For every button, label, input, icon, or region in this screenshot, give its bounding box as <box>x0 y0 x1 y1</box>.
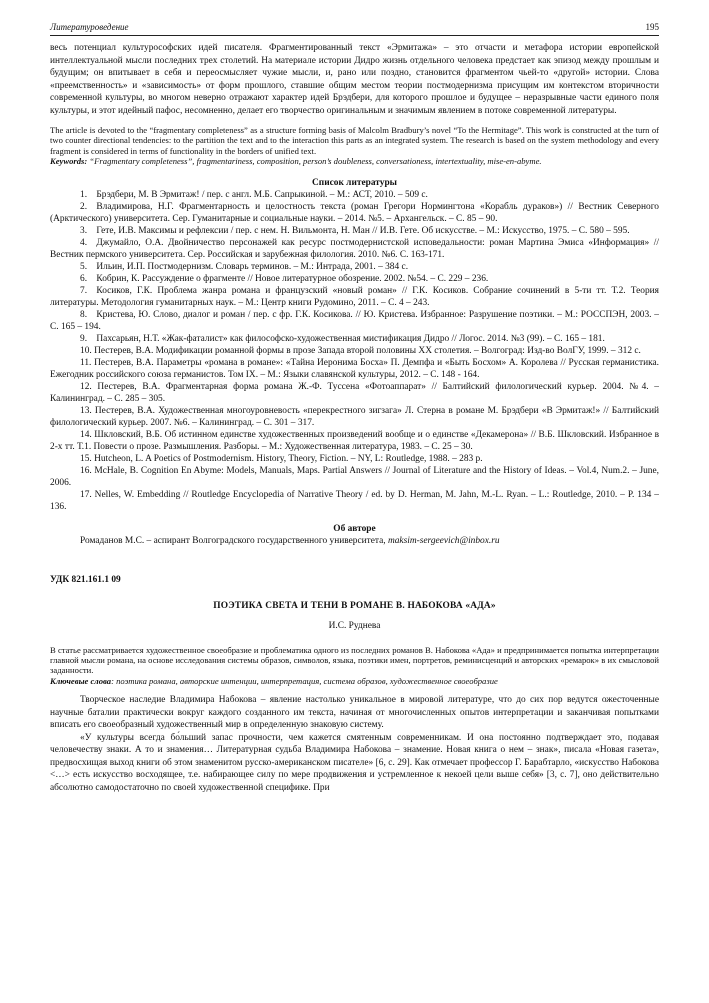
reference-item: 17. Nelles, W. Embedding // Routledge Encyclopedia of Narrative Theory / ed. by D. Herman, M. Jahn, M.-L. Ryan. – L.: Routledge, 2010. – P. 134 – 136. <box>50 489 659 512</box>
intro-paragraph: весь потенциал культурософских идей писателя. Фрагментированный текст «Эрмитажа» – это отчасти и метафора истории европейской интеллектуальной мысли последних трех столетий. На материале истории Дидро жизнь отдельного человека предстает как эпизод между прошлым и будущим; он впитывает в себя и переосмысляет чужие мысли, и, рано или поздно, становится фрагментом чьей-то «другой» истории. Слова «преемственность» и «зависимость» от форм прошлого, ставшие общим местом теории постмодернизма присущим им контекстом вторичности современной культуры, во многом неверно отражают характер идей Брэдбери, для которого прошлое и будущее – неразрывные части единого поля культуры, и этот идейный пафос, несомненно, делает его творчество оригинальным и значимым явлением в потоке современной литературы. <box>50 43 659 116</box>
article-author: И.С. Руднева <box>328 620 381 631</box>
udk-code: УДК 821.161.1 09 <box>50 574 121 585</box>
author-email: maksim-sergeevich@inbox.ru <box>387 535 500 546</box>
body-paragraph: Творческое наследие Владимира Набокова – явление настолько уникальное в мировой литературе, что до сих пор ведутся ожесточенные научные баталии практически вокруг каждого созданного им текста, начиная от многочисленных опытов интерпретации и заканчивая попытками вписать его своеобразный художественный мир в определенную знаковую систему. <box>50 695 659 731</box>
reference-item: 2. Владимирова, Н.Г. Фрагментарность и целостность текста (роман Грегори Нормингтона «Корабль дураков») // Вестник Северного (Арктического) университета. Сер. Гуманитарные и социальные науки. – 2014. №5. – Архангельск. – С. 85 – 90. <box>50 201 659 224</box>
page-number: 195 <box>645 22 659 32</box>
reference-item: 3. Гете, И.В. Максимы и рефлексии / пер. с нем. Н. Вильмонта, Н. Ман // И.В. Гете. Об искусстве. – М.: Искусство, 1975. – С. 580 – 595. <box>80 225 630 236</box>
body-paragraph: «У культуры всегда бо́льший запас прочности, чем кажется смятенным современникам. И она постоянно подтверждает это, подавая человечеству знаки. А то и знамения… Литературная судьба Владимира Набокова – знамение. Новая книга о нем – знак», писала «Новая газета», предвосхищая выход книги об этом знаменитом русско-американском писателе» [6, с. 29]. Как отмечает профессор Г. Барабтарло, «искусство Набокова <…> есть искусство восходящее, т.е. набирающее силу по мере продвижения и устремленное к некоей цели выше себя» [3, с. 7], оно действительно абсолютно самодостаточно по своей художественной специфике. При <box>50 732 659 793</box>
reference-item: 9. Пахсарьян, Н.Т. «Жак-фаталист» как философско-художественная мистификация Дидро // Логос. 2014. №3 (99). – С. 165 – 181. <box>80 333 605 344</box>
article-keywords-text: : поэтика романа, авторские интенции, интерпретация, система образов, художественное своеобразие <box>111 675 498 686</box>
reference-item: 13. Пестерев, В.А. Художественная многоуровневость «перекрестного зигзага» Л. Стерна в романе М. Брэдбери «В Эрмитаж!» // Балтийский филологический курьер. 2007. №6. – Калининград. – С. 301 – 317. <box>50 405 659 428</box>
document-page <box>50 22 659 794</box>
keywords-text: “Fragmentary completeness”, fragmentariness, composition, person’s doubleness, conversationess, intertextuality, mise-en-abyme. <box>87 156 542 167</box>
reference-item: 7. Косиков, Г.К. Проблема жанра романа и французский «новый роман» // Г.К. Косиков. Собрание сочинений в 5-ти тт. Т.2. Теория литературы. Методология гуманитарных наук. – М.: Центр книги Рудомино, 2011. – С. 4 – 243. <box>50 285 659 308</box>
english-keywords <box>50 156 659 166</box>
about-text: Ромаданов М.С. – аспирант Волгоградского государственного университета, <box>80 535 388 546</box>
about-author <box>50 535 659 547</box>
reference-item: 14. Шкловский, В.Б. Об истинном единстве художественных произведений вообще и о единстве «Декамерона» // В.Б. Шкловский. Избранное в 2-х тт. Т.1. Повести о прозе. Размышления. Разборы. – М.: Художественная литература, 1983. – С. 25 – 30. <box>50 429 659 452</box>
reference-item: 5. Ильин, И.П. Постмодернизм. Словарь терминов. – М.: Интрада, 2001. – 384 с. <box>80 261 409 272</box>
article-title: ПОЭТИКА СВЕТА И ТЕНИ В РОМАНЕ В. НАБОКОВА «АДА» <box>213 600 496 611</box>
references-heading: Список литературы <box>312 177 397 188</box>
reference-item: 15. Hutcheon, L. A Poetics of Postmodernism. History, Theory, Fiction. – NY, L: Routledge, 1988. – 283 p. <box>80 453 483 464</box>
article-abstract: В статье рассматривается художественное своеобразие и проблематика одного из последних романов В. Набокова «Ада» и предпринимается попытка интерпретации главной мысли романа, на основе исследования системы образов, символов, языка, поэтики имен, портретов, реминисценций и авторских «ремарок» в их смысловой заданности. <box>50 644 659 676</box>
reference-item: 11. Пестерев, В.А. Параметры «романа в романе»: «Тайна Иеронима Босха» П. Демпфа и «Быть Босхом» А. Королева // Русская германистика. Ежегодник российского союза германистов. Том IX. – М.: Языки славянской культуры, 2012. – С. 148 - 164. <box>50 357 659 380</box>
reference-item: 8. Кристева, Ю. Слово, диалог и роман / пер. с фр. Г.К. Косикова. // Ю. Кристева. Избранное: Разрушение поэтики. – М.: РОССПЭН, 2003. – С. 165 – 194. <box>50 309 659 332</box>
reference-item: 1. Брэдбери, М. В Эрмитаж! / пер. с англ. М.Б. Сапрыкиной. – М.: АСТ, 2010. – 509 с. <box>80 189 428 200</box>
references-list <box>50 189 659 513</box>
english-abstract: The article is devoted to the “fragmentary completeness” as a structure forming basis of Malcolm Bradbury’s novel “To the Hermitage”. This work is constructed at the turn of two counter directional tendencies: to the partition the text and to the interaction this parts as an integrated system. The research is based on the system methodology and every fragment is considered in terms of functionality in the borders of unified text. <box>50 125 659 156</box>
section-title: Литературоведение <box>50 22 129 32</box>
reference-item: 4. Джумайло, О.А. Двойничество персонажей как ресурс постмодернистской исповедальности: роман Мартина Эмиса «Информация» // Вестник пермского университета. Сер. Российская и зарубежная филология. 2010. №6. С. 163-171. <box>50 237 659 260</box>
keywords-label: Keywords: <box>50 156 88 167</box>
running-header <box>50 22 659 33</box>
article-keywords <box>50 676 659 686</box>
reference-item: 16. McHale, B. Cognition En Abyme: Models, Manuals, Maps. Partial Answers // Journal of Literature and the History of Ideas. – Vol.4, Num.2. – June, 2006. <box>50 465 659 488</box>
reference-item: 10. Пестерев, В.А. Модификации романной формы в прозе Запада второй половины XX столетия. – Волгоград: Изд-во ВолГУ, 1999. – 312 с. <box>80 345 641 356</box>
article-keywords-label: Ключевые слова <box>50 675 112 686</box>
header-rule <box>50 35 659 36</box>
reference-item: 6. Кобрин, К. Рассуждение о фрагменте // Новое литературное обозрение. 2002. №54. – С. 229 – 236. <box>80 273 489 284</box>
about-heading: Об авторе <box>333 523 376 534</box>
reference-item: 12. Пестерев, В.А. Фрагментарная форма романа Ж.-Ф. Туссена «Фотоаппарат» // Балтийский филологический курьер. 2004. №4. – Калининград. – С. 285 – 305. <box>50 381 659 404</box>
